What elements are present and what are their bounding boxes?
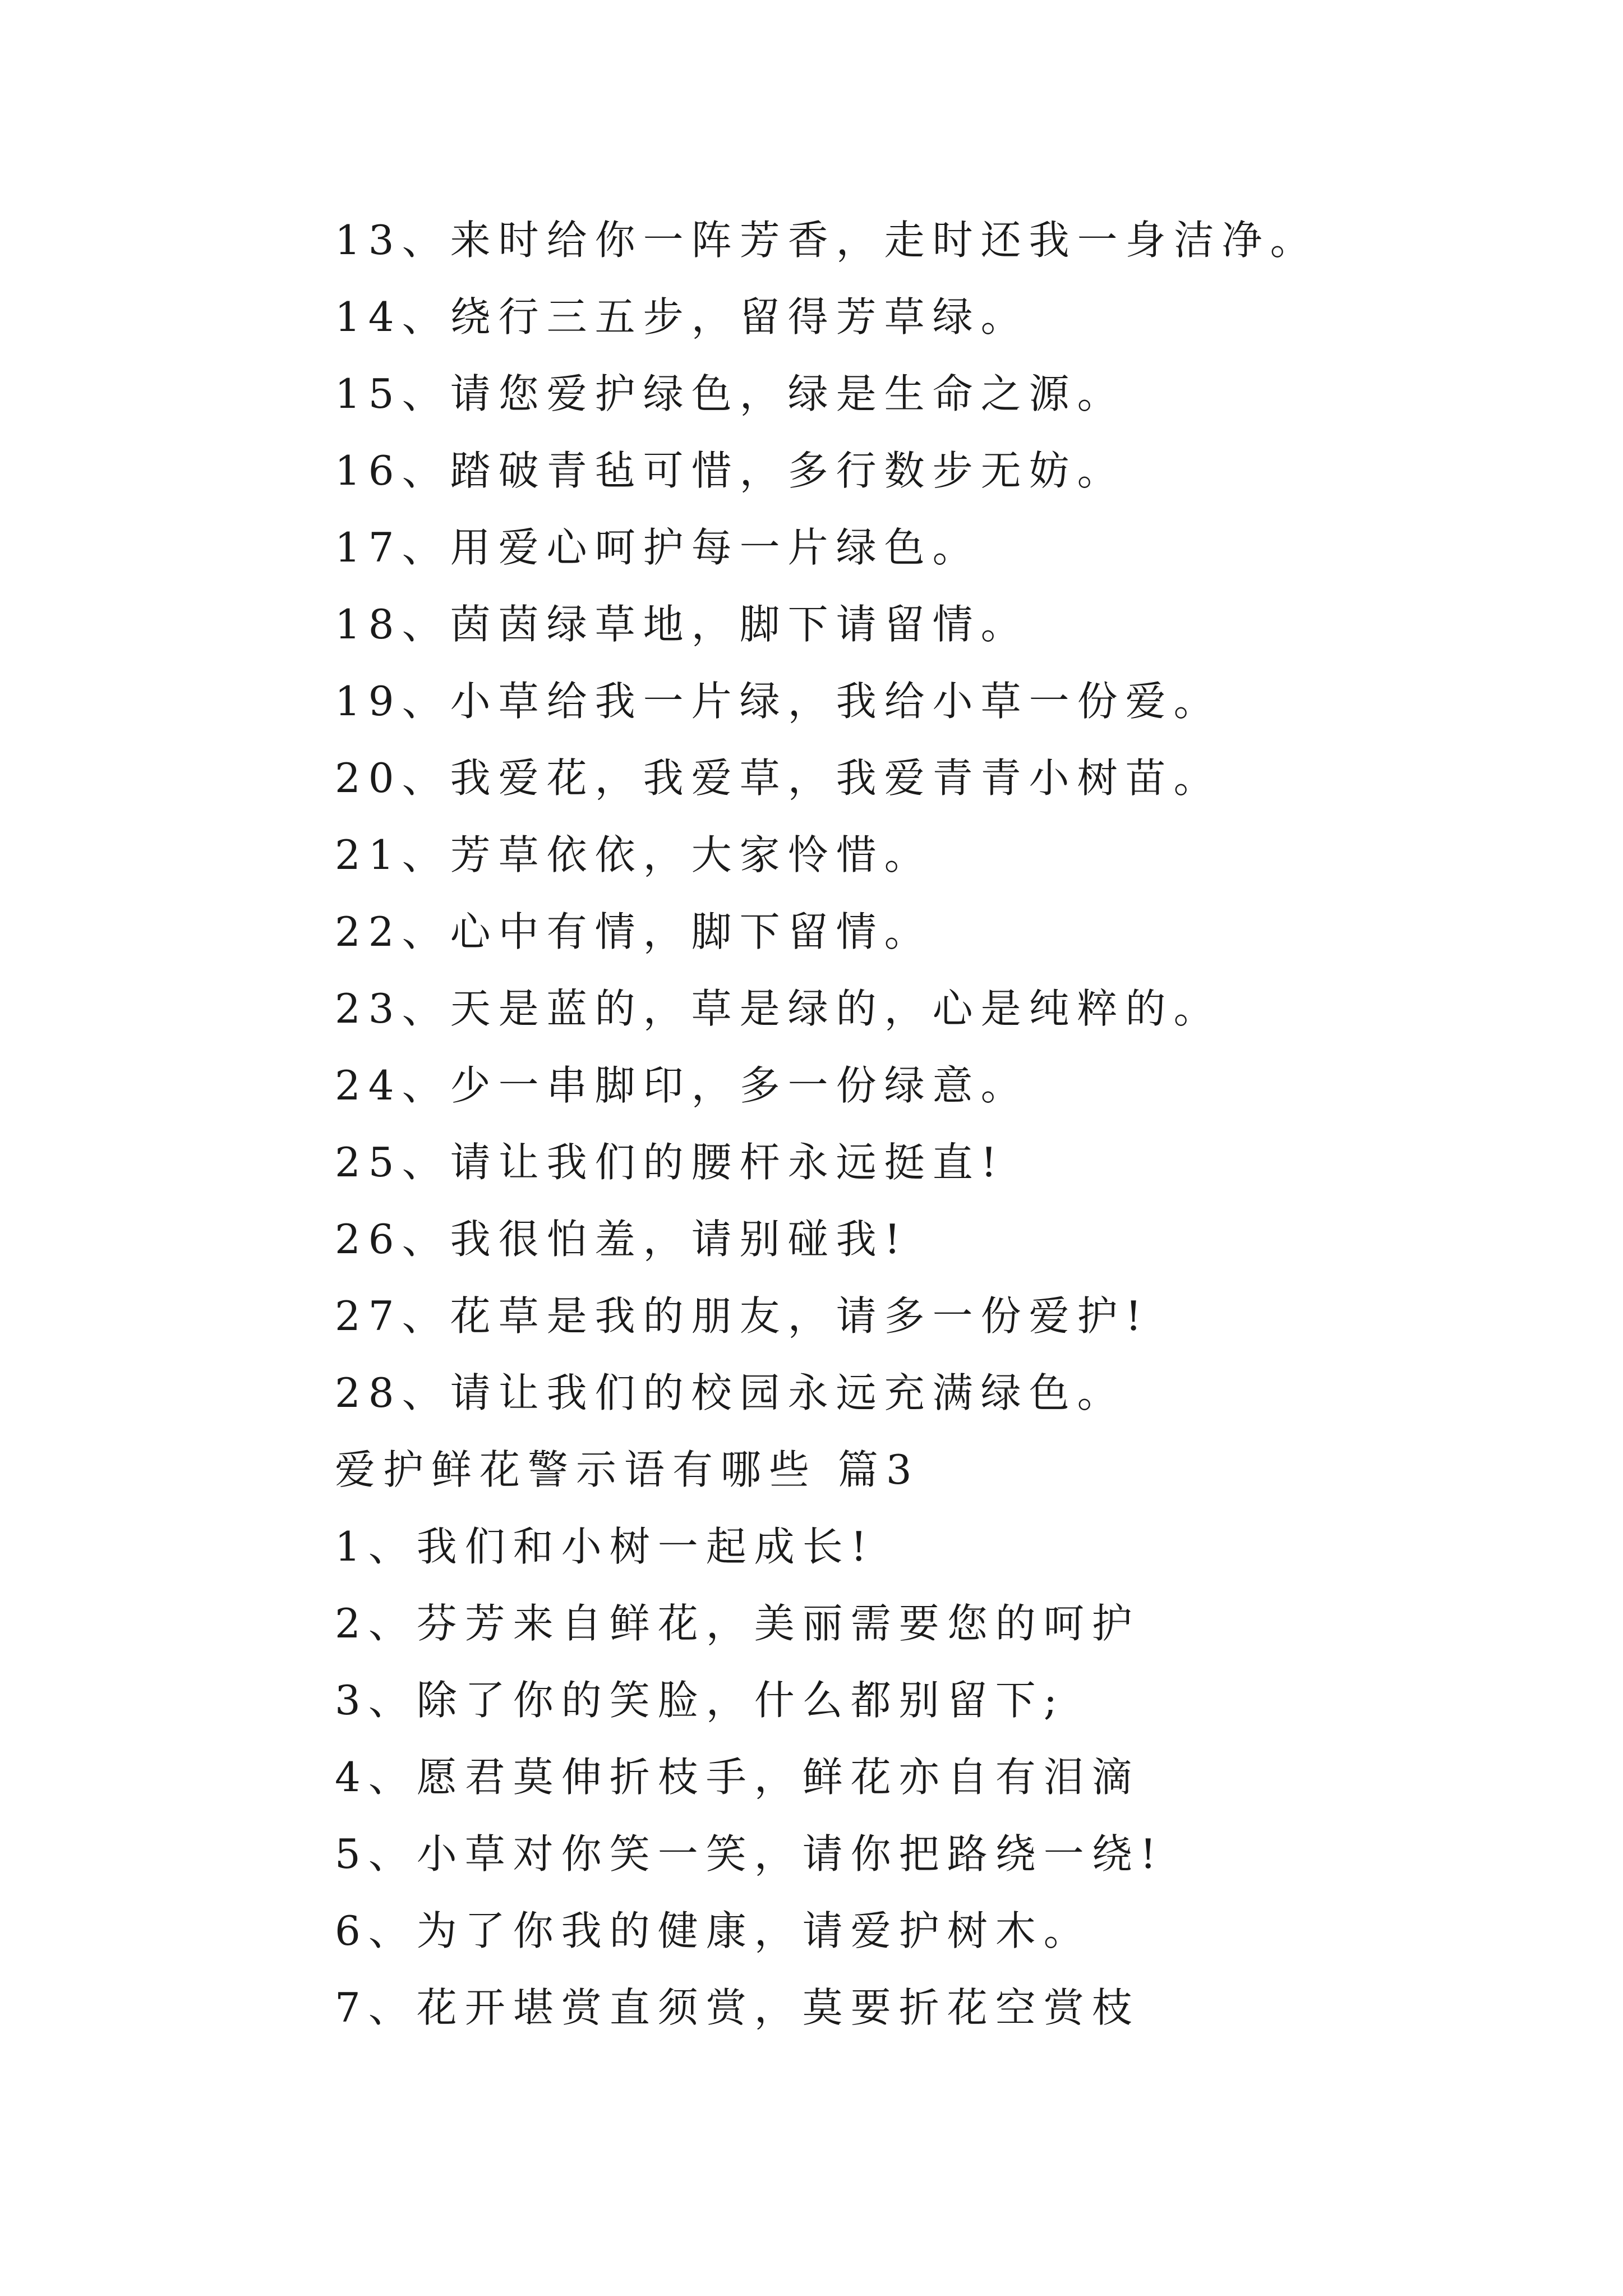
list-item: 17、用爱心呵护每一片绿色。: [335, 524, 981, 571]
list-item: 15、请您爱护绿色，绿是生命之源。: [335, 370, 1126, 417]
list-item: 20、我爱花，我爱草，我爱青青小树苗。: [335, 754, 1222, 802]
list-item: 2、芬芳来自鲜花，美丽需要您的呵护: [335, 1600, 1140, 1647]
list-item: 5、小草对你笑一笑，请你把路绕一绕!: [335, 1830, 1164, 1878]
list-item: 6、为了你我的健康，请爱护树木。: [335, 1907, 1092, 1954]
list-item: 16、踏破青毡可惜，多行数步无妨。: [335, 447, 1126, 494]
section-heading: 爱护鲜花警示语有哪些 篇3: [335, 1446, 920, 1493]
document-body: [335, 202, 1513, 2046]
list-item: 21、芳草依依，大家怜惜。: [335, 831, 933, 878]
list-item: 13、来时给你一阵芳香，走时还我一身洁净。: [335, 217, 1318, 264]
list-item: 1、我们和小树一起成长!: [335, 1523, 875, 1570]
list-item: 4、愿君莫伸折枝手，鲜花亦自有泪滴: [335, 1754, 1140, 1801]
list-item: 14、绕行三五步，留得芳草绿。: [335, 293, 1029, 341]
list-item: 7、花开堪赏直须赏，莫要折花空赏枝: [335, 1984, 1140, 2031]
list-item: 23、天是蓝的，草是绿的，心是纯粹的。: [335, 985, 1222, 1032]
list-item: 19、小草给我一片绿，我给小草一份爱。: [335, 678, 1222, 725]
list-item: 22、心中有情，脚下留情。: [335, 908, 933, 955]
list-item: 24、少一串脚印，多一份绿意。: [335, 1062, 1029, 1109]
list-item: 25、请让我们的腰杆永远挺直!: [335, 1139, 1005, 1186]
list-item: 18、茵茵绿草地，脚下请留情。: [335, 601, 1029, 648]
list-item: 28、请让我们的校园永远充满绿色。: [335, 1369, 1126, 1416]
list-item: 27、花草是我的朋友，请多一份爱护!: [335, 1292, 1150, 1340]
list-item: 3、除了你的笑脸，什么都别留下;: [335, 1677, 1066, 1724]
list-item: 26、我很怕羞，请别碰我!: [335, 1216, 909, 1263]
